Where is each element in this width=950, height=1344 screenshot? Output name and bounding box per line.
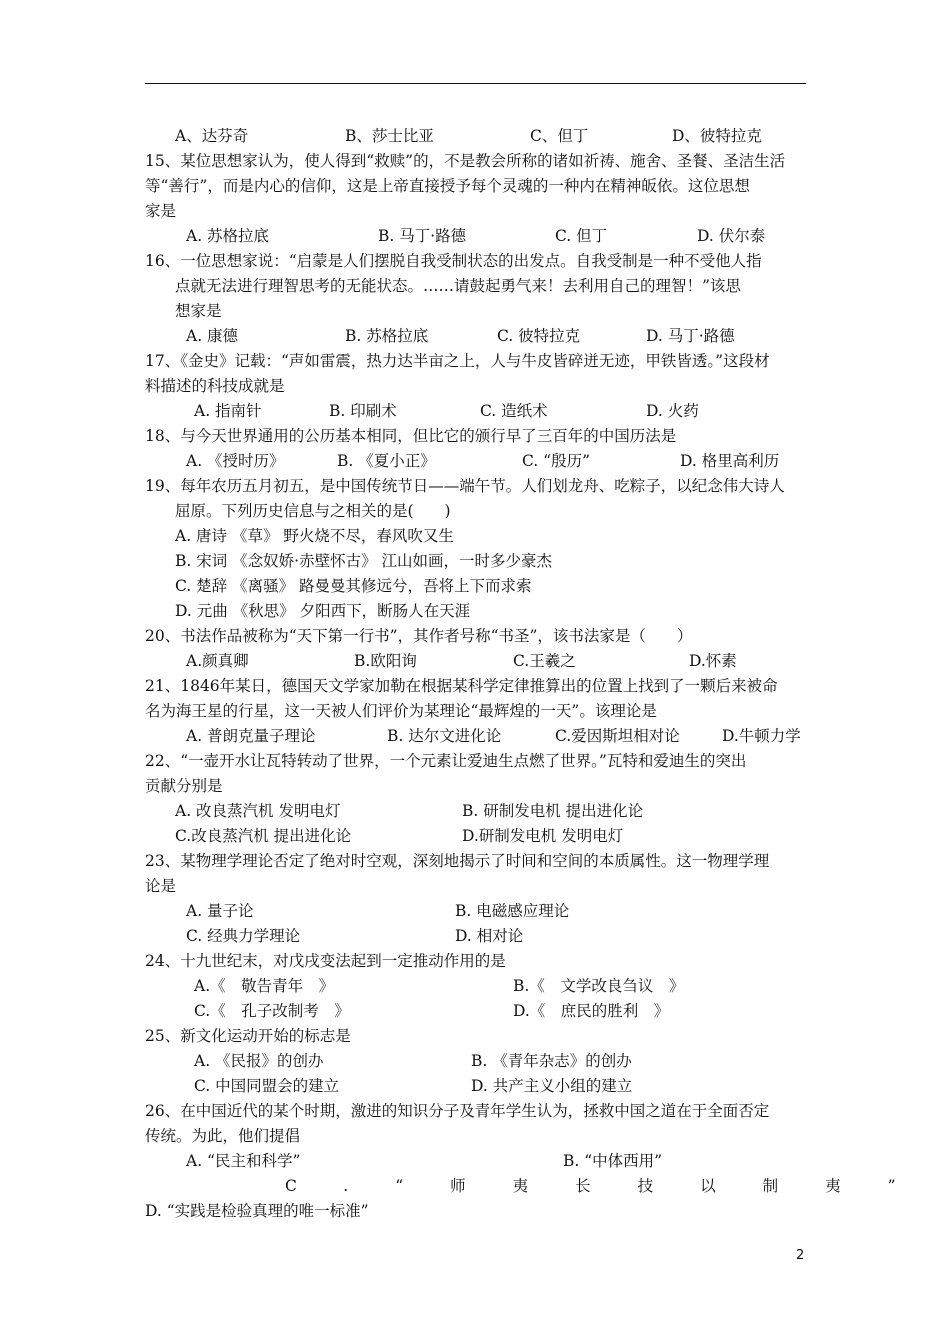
option-b: B. 电磁感应理论: [455, 902, 570, 920]
question-stem-line: 想家是: [175, 302, 222, 320]
option-d: D. 马丁·路德: [646, 327, 735, 345]
option-d: D. 火药: [646, 402, 699, 420]
option-b: B.《 文学改良刍议 》: [513, 977, 685, 995]
option-c: C. “殷历”: [522, 452, 591, 470]
option-b: B. 印刷术: [329, 402, 397, 420]
option-d: D. 伏尔泰: [697, 227, 766, 245]
question-stem-line: 家是: [145, 202, 177, 220]
option-c: C. 造纸术: [480, 402, 548, 420]
option-d: D. 格里高利历: [680, 452, 780, 470]
question-stem-line: 18、与今天世界通用的公历基本相同，但比它的颁行早了三百年的中国历法是: [145, 427, 677, 445]
option-b: B. “中体西用”: [563, 1152, 663, 1170]
option-a: A.颜真卿: [186, 652, 249, 670]
option-a: A、达芬奇: [175, 127, 249, 145]
option-c: C.“师夷长技以制夷”: [285, 1177, 943, 1195]
option-b: B. 苏格拉底: [345, 327, 429, 345]
option-b: B. 宋词 《念奴娇·赤壁怀古》 江山如画，一时多少豪杰: [175, 552, 553, 570]
question-stem-line: 21、1846年某日，德国天文学家加勒在根据某科学定律推算出的位置上找到了一颗后来被命: [145, 677, 778, 695]
option-c: C.改良蒸汽机 提出进化论: [175, 827, 352, 845]
option-d: D. 相对论: [455, 927, 524, 945]
option-a: A. 苏格拉底: [186, 227, 270, 245]
question-stem-line: 名为海王星的行星，这一天被人们评价为某理论“最辉煌的一天”。该理论是: [145, 702, 657, 720]
question-stem-line: 26、在中国近代的某个时期，激进的知识分子及青年学生认为，拯救中国之道在于全面否定: [145, 1102, 770, 1120]
option-a: A.《 敬告青年 》: [194, 977, 335, 995]
question-stem-line: 20、书法作品被称为“天下第一行书”，其作者号称“书圣”，该书法家是（ ）: [145, 627, 693, 645]
question-stem-line: 点就无法进行理智思考的无能状态。……请鼓起勇气来！去利用自己的理智！”该思: [175, 277, 741, 295]
option-a: A. 量子论: [186, 902, 254, 920]
option-c: C. 经典力学理论: [186, 927, 301, 945]
option-a: A. “民主和科学”: [186, 1152, 301, 1170]
option-b: B. 《青年杂志》的创办: [471, 1052, 632, 1070]
question-stem-line: 等“善行”，而是内心的信仰，这是上帝直接授予每个灵魂的一种内在精神皈依。这位思想: [145, 177, 750, 195]
option-b: B. 马丁·路德: [378, 227, 467, 245]
option-d: D.怀素: [689, 652, 737, 670]
option-d: D. “实践是检验真理的唯一标准”: [145, 1202, 369, 1220]
page-number: 2: [796, 1248, 805, 1263]
option-d: D.研制发电机 发明电灯: [462, 827, 624, 845]
question-stem-line: 22、“一壶开水让瓦特转动了世界，一个元素让爱迪生点燃了世界。”瓦特和爱迪生的突出: [145, 752, 747, 770]
question-stem-line: 17、《金史》记载：“声如雷震，热力达半亩之上，人与牛皮皆碎迸无迹，甲铁皆透。”这段材: [145, 352, 770, 370]
question-stem-line: 25、新文化运动开始的标志是: [145, 1027, 351, 1045]
option-c: C、但丁: [530, 127, 589, 145]
option-b: B.欧阳询: [354, 652, 417, 670]
question-stem-line: 论是: [145, 877, 177, 895]
question-stem-line: 24、十九世纪末，对戊戌变法起到一定推动作用的是: [145, 952, 506, 970]
option-b: B. 《夏小正》: [337, 452, 436, 470]
option-a: A. 指南针: [194, 402, 262, 420]
option-d: D.牛顿力学: [722, 727, 801, 745]
option-c: C.王羲之: [513, 652, 576, 670]
question-stem-line: 15、某位思想家认为，使人得到“救赎”的，不是教会所称的诸如祈祷、施舍、圣餐、圣洁生活: [145, 152, 786, 170]
option-c: C.爱因斯坦相对论: [555, 727, 680, 745]
question-stem-line: 贡献分别是: [145, 777, 223, 795]
question-stem-line: 屈原。下列历史信息与之相关的是( ): [175, 502, 451, 520]
option-d: D. 共产主义小组的建立: [471, 1077, 633, 1095]
option-a: A. 《民报》的创办: [194, 1052, 324, 1070]
option-a: A. 《授时历》: [186, 452, 285, 470]
option-b: B. 达尔文进化论: [387, 727, 502, 745]
option-d: D、彼特拉克: [672, 127, 762, 145]
option-c: C. 但丁: [555, 227, 608, 245]
question-stem-line: 传统。为此，他们提倡: [145, 1127, 301, 1145]
option-a: A. 唐诗 《草》 野火烧不尽，春风吹又生: [175, 527, 454, 545]
question-stem-line: 19、每年农历五月初五，是中国传统节日——端午节。人们划龙舟、吃粽子，以纪念伟大诗人: [145, 477, 785, 495]
option-a: A. 普朗克量子理论: [186, 727, 316, 745]
question-stem-line: 23、某物理学理论否定了绝对时空观，深刻地揭示了时间和空间的本质属性。这一物理学理: [145, 852, 770, 870]
option-d: D.《 庶民的胜利 》: [513, 1002, 670, 1020]
option-b: B、莎士比亚: [345, 127, 434, 145]
option-b: B. 研制发电机 提出进化论: [462, 802, 644, 820]
option-a: A. 康德: [186, 327, 239, 345]
option-c: C. 彼特拉克: [497, 327, 581, 345]
question-stem-line: 料描述的科技成就是: [145, 377, 285, 395]
header-rule: [145, 83, 806, 84]
option-c: C.《 孔子改制考 》: [194, 1002, 350, 1020]
option-c: C. 楚辞 《离骚》 路曼曼其修远兮，吾将上下而求索: [175, 577, 532, 595]
option-a: A. 改良蒸汽机 发明电灯: [175, 802, 341, 820]
option-d: D. 元曲 《秋思》 夕阳西下，断肠人在天涯: [175, 602, 471, 620]
question-stem-line: 16、一位思想家说：“启蒙是人们摆脱自我受制状态的出发点。自我受制是一种不受他人指: [145, 252, 762, 270]
option-c: C. 中国同盟会的建立: [194, 1077, 340, 1095]
